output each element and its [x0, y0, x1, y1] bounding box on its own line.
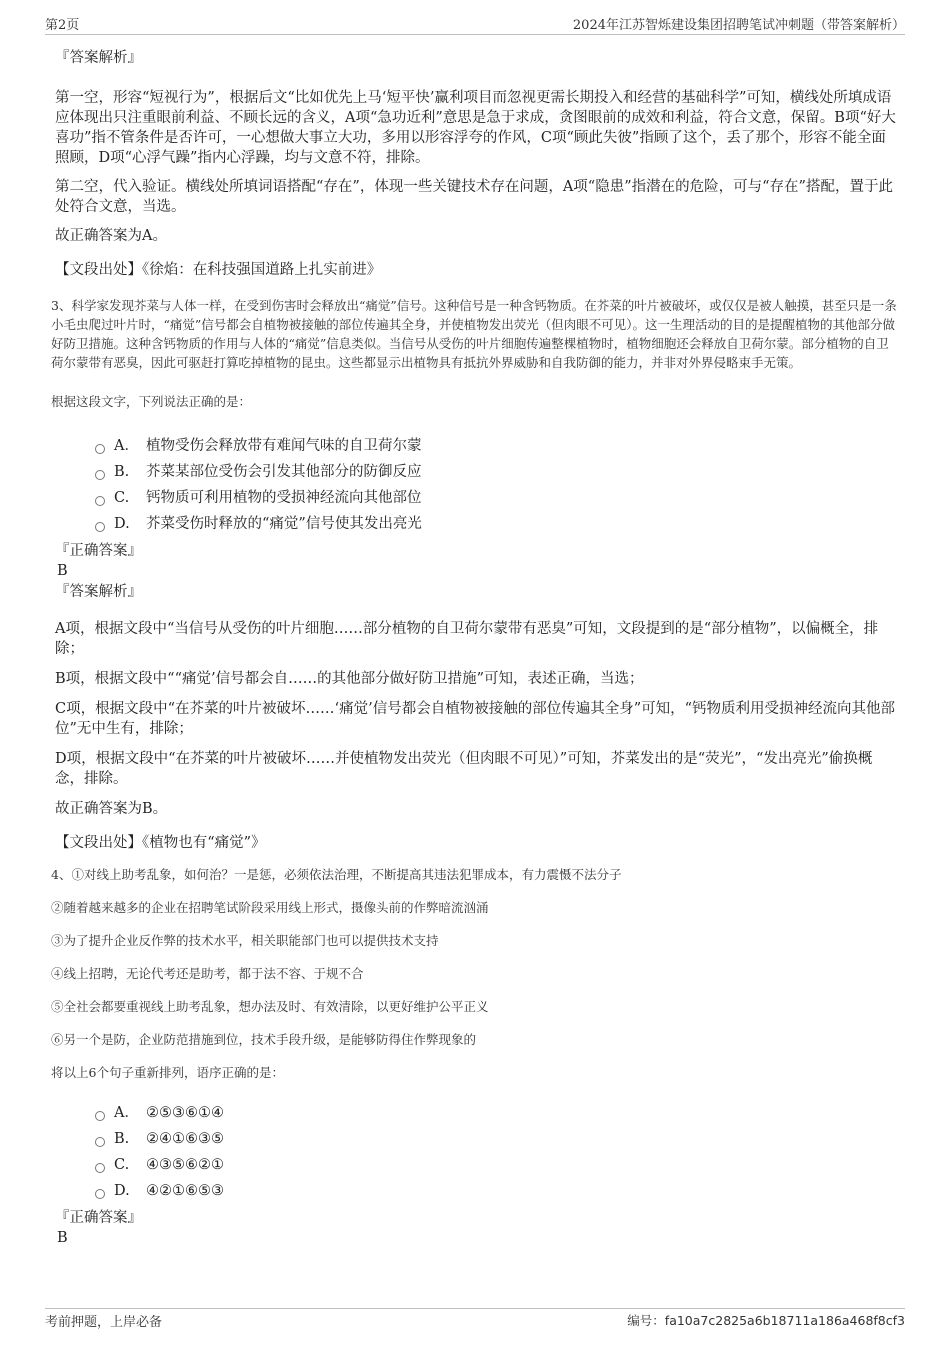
analysis-paragraph: D项，根据文段中“在芥菜的叶片被破坏……并使植物发出荧光（但肉眼不可见）”可知，芥菜发出的是“荧光”，“发出亮光”偷换概念，排除。 — [55, 751, 873, 787]
analysis-heading: 『答案解析』 — [55, 584, 142, 600]
radio-icon[interactable] — [95, 444, 105, 454]
radio-icon[interactable] — [95, 1189, 105, 1199]
question-sentence: ⑥另一个是防，企业防范措施到位，技术手段升级，是能够防得住作弊现象的 — [51, 1032, 477, 1047]
analysis-paragraph: 第一空，形容“短视行为”，根据后文“比如优先上马‘短平快’赢利项目而忽视更需长期投入和经营的基础科学”可知，横线处所填成语应体现出只注重眼前利益、不顾长远的含义，A项“急功近利”意思是急于求成，贪图眼前的成效和利益，符合文意，保留。B项“好大喜功”指不管条件是否许可，一心想做大事立大功，多用以形容浮夸的作风，C项“顾此失彼”指顾了这个，丢了那个，形容不能全面照顾，D项“心浮气躁”指内心浮躁，均与文意不符，排除。 — [55, 90, 896, 166]
radio-icon[interactable] — [95, 522, 105, 532]
option-b[interactable]: B. ②④①⑥③⑤ — [95, 1126, 900, 1152]
option-a[interactable]: A． 植物受伤会释放带有难闻气味的自卫荷尔蒙 — [95, 433, 900, 459]
option-c[interactable]: C. 钙物质可利用植物的受损神经流向其他部位 — [95, 485, 900, 511]
radio-icon[interactable] — [95, 470, 105, 480]
question-prompt: 将以上6个句子重新排列，语序正确的是： — [51, 1065, 284, 1080]
question-sentence: 4、①对线上助考乱象，如何治？一是惩，必须依法治理，不断提高其违法犯罪成本，有力震慑不法分子 — [51, 867, 622, 882]
correct-answer: B — [57, 563, 68, 579]
radio-icon[interactable] — [95, 1137, 105, 1147]
analysis-paragraph: B项，根据文段中““痛觉’信号都会自……的其他部分做好防卫措施”可知，表述正确，当选； — [55, 671, 644, 687]
page-header — [45, 0, 905, 35]
document-code: 编号：fa10a7c2825a6b18711a186a468f8cf3 — [627, 1313, 905, 1328]
question-sentence: ④线上招聘，无论代考还是助考，都于法不容、于规不合 — [51, 966, 364, 981]
correct-answer: B — [57, 1230, 68, 1246]
option-d[interactable]: D. ④②①⑥⑤③ — [95, 1178, 900, 1204]
option-a[interactable]: A． ②⑤③⑥①④ — [95, 1100, 900, 1126]
option-list — [95, 1100, 900, 1204]
answer-conclusion: 故正确答案为A。 — [55, 228, 167, 244]
analysis-paragraph: C项，根据文段中“在芥菜的叶片被破坏……‘痛觉’信号都会自植物被接触的部位传遍其全身”可知，“钙物质利用受损神经流向其他部位”无中生有，排除； — [55, 701, 896, 737]
option-d[interactable]: D. 芥菜受伤时释放的“痛觉”信号使其发出亮光 — [95, 511, 900, 537]
option-b[interactable]: B. 芥菜某部位受伤会引发其他部分的防御反应 — [95, 459, 900, 485]
option-c[interactable]: C. ④③⑤⑥②① — [95, 1152, 900, 1178]
analysis-paragraph: A项，根据文段中“当信号从受伤的叶片细胞……部分植物的自卫荷尔蒙带有恶臭”可知，文段提到的是“部分植物”，以偏概全，排除； — [55, 621, 879, 657]
page-number: 第2页 — [45, 18, 80, 33]
source-citation: 【文段出处】《植物也有“痛觉”》 — [55, 835, 266, 851]
radio-icon[interactable] — [95, 1111, 105, 1121]
footer-slogan: 考前押题，上岸必备 — [45, 1315, 163, 1330]
radio-icon[interactable] — [95, 1163, 105, 1173]
radio-icon[interactable] — [95, 496, 105, 506]
question-sentence: ③为了提升企业反作弊的技术水平，相关职能部门也可以提供技术支持 — [51, 933, 439, 948]
source-citation: 【文段出处】《徐焰：在科技强国道路上扎实前进》 — [55, 262, 382, 278]
question-stem: 3、科学家发现芥菜与人体一样，在受到伤害时会释放出“痛觉”信号。这种信号是一种含钙物质。在芥菜的叶片被破坏，或仅仅是被人触摸，甚至只是一条小毛虫爬过叶片时，“痛觉”信号都会自植物被接触的部位传遍其全身，并使植物发出荧光（但肉眼不可见）。这一生理活动的目的是提醒植物的其他部分做好防卫措施。这种含钙物质的作用与人体的“痛觉”信息类似。当信号从受伤的叶片细胞传遍整棵植物时，植物细胞还会释放自卫荷尔蒙。部分植物的自卫荷尔蒙带有恶臭，因此可驱赶打算吃掉植物的昆虫。这些都显示出植物具有抵抗外界威胁和自我防御的能力，并非对外界侵略束手无策。 — [51, 298, 897, 370]
question-prompt: 根据这段文字，下列说法正确的是： — [51, 394, 252, 409]
page-content — [51, 42, 900, 1248]
page-footer — [45, 1308, 905, 1330]
analysis-heading: 『答案解析』 — [55, 50, 142, 66]
question-sentence: ②随着越来越多的企业在招聘笔试阶段采用线上形式，摄像头前的作弊暗流汹涌 — [51, 900, 489, 915]
question-sentence: ⑤全社会都要重视线上助考乱象，想办法及时、有效清除，以更好维护公平正义 — [51, 999, 489, 1014]
option-list — [95, 433, 900, 537]
document-title: 2024年江苏智烁建设集团招聘笔试冲刺题（带答案解析） — [572, 18, 905, 33]
correct-answer-heading: 『正确答案』 — [55, 543, 142, 559]
correct-answer-heading: 『正确答案』 — [55, 1210, 142, 1226]
analysis-paragraph: 第二空，代入验证。横线处所填词语搭配“存在”，体现一些关键技术存在问题，A项“隐患”指潜在的危险，可与“存在”搭配，置于此处符合文意，当选。 — [55, 179, 893, 215]
answer-conclusion: 故正确答案为B。 — [55, 801, 168, 817]
